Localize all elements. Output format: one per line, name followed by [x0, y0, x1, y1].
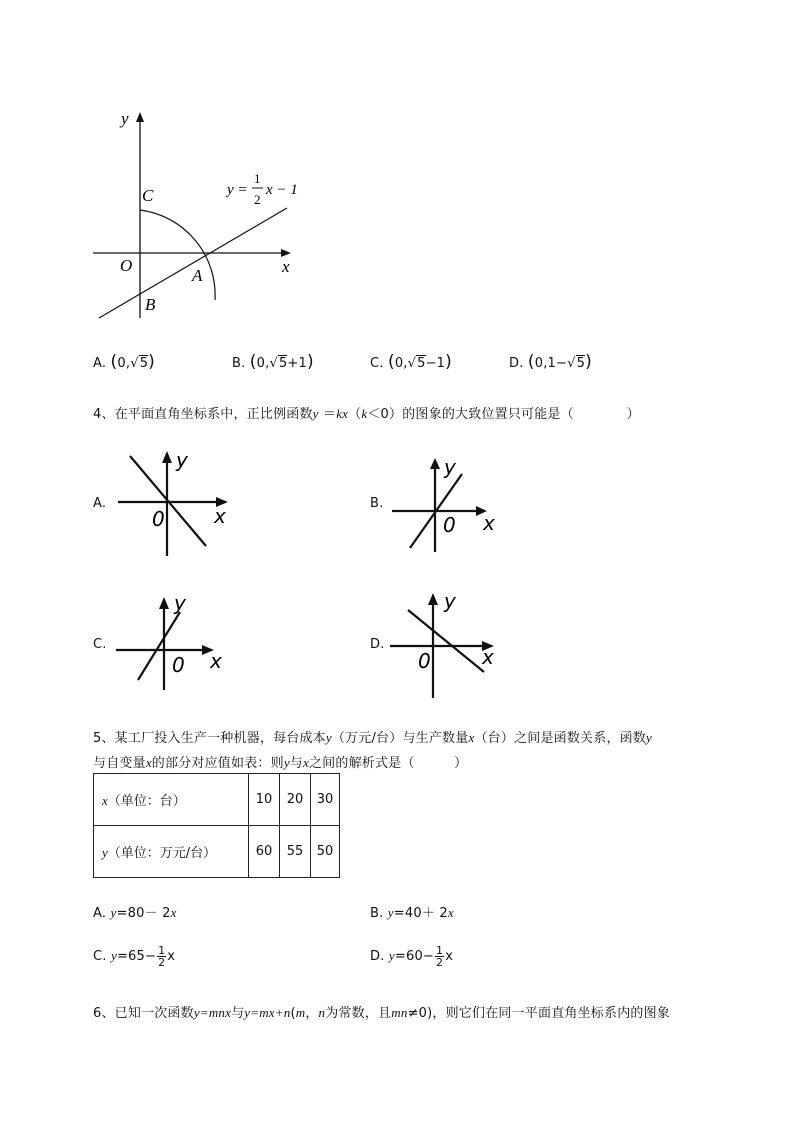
option-letter: D. [370, 949, 385, 964]
q4-option-b-graph[interactable] [386, 454, 506, 554]
q5-option-d[interactable] [370, 945, 453, 968]
q4-option-d-letter[interactable]: D. [370, 637, 385, 652]
q6-text: ≠0)，则它们在同一平面直角坐标系内的图象 [407, 1006, 670, 1021]
q4-option-c-letter[interactable]: C. [93, 637, 107, 652]
radicand: 5 [278, 356, 288, 371]
q4-eq: ＝ [323, 407, 337, 422]
axis-y: y [176, 448, 188, 472]
q6-text: 与 [231, 1006, 245, 1021]
unit-label: （单位：台） [107, 794, 186, 809]
axis-x: x [214, 504, 226, 528]
label-x: x [282, 257, 290, 276]
eq-den: 2 [254, 192, 261, 207]
option-inner: 0, [256, 356, 270, 371]
var-y: y [110, 948, 117, 963]
q5-text: （万元/台）与生产数量 [331, 731, 469, 746]
origin-label: 0 [418, 649, 431, 673]
q4-option-a-graph[interactable] [112, 446, 242, 558]
origin-label: 0 [152, 507, 165, 531]
var-x: x [447, 905, 454, 920]
option-expr: =40＋ 2 [393, 906, 448, 921]
numerator: 1 [436, 944, 444, 957]
axis-x: x [210, 649, 222, 673]
question-5-line1 [93, 727, 652, 746]
q4-option-d-graph[interactable] [386, 588, 508, 700]
q5-text: 与 [289, 756, 303, 771]
option-inner: 0,1− [534, 356, 568, 371]
table-cell: 50 [311, 826, 340, 878]
q4-cond: ＜0）的图象的大致位置只可能是（ ） [367, 407, 640, 422]
axis-y: y [174, 592, 186, 615]
q4-option-b-letter[interactable]: B. [370, 496, 384, 511]
q3-option-b[interactable]: B. (0,√5+1) [232, 352, 314, 372]
option-expr: =65− [116, 949, 157, 964]
denominator: 2 [436, 956, 444, 969]
q6-var: n [318, 1005, 326, 1020]
axis-x: x [482, 645, 494, 669]
q6-expr: y=mx+n [244, 1005, 291, 1020]
eq-num: 1 [254, 171, 261, 186]
table-cell [94, 826, 249, 878]
table-cell [94, 774, 249, 826]
eq-lhs: y = [227, 182, 248, 198]
option-letter: C. [370, 356, 384, 371]
table-cell: 20 [280, 774, 311, 826]
q3-option-c[interactable]: C. (0,√5−1) [370, 352, 453, 372]
var-x: x [167, 949, 176, 964]
label-o: O [120, 256, 133, 275]
unit-label: （单位：万元/台） [107, 846, 217, 861]
q3-option-a[interactable]: A. (0,√5) [93, 352, 156, 372]
fraction [435, 945, 444, 968]
q6-var: m [295, 1005, 306, 1020]
var-y: y [388, 948, 395, 963]
question-6 [93, 1002, 670, 1021]
q5-option-c[interactable] [93, 945, 175, 968]
option-letter: B. [370, 906, 384, 921]
option-expr: =60− [394, 949, 435, 964]
origin-label: 0 [443, 513, 456, 537]
table-cell: 30 [311, 774, 340, 826]
q6-text: ( [290, 1006, 296, 1021]
option-inner: 0, [117, 356, 131, 371]
value-table [93, 773, 340, 878]
q5-var: x [145, 755, 152, 770]
q6-var: mn [391, 1005, 408, 1020]
label-a: A [192, 266, 203, 285]
var-x: x [170, 905, 177, 920]
denominator: 2 [158, 956, 166, 969]
var-y: y [110, 905, 117, 920]
option-inner-post: −1 [425, 356, 446, 371]
table-cell: 55 [280, 826, 311, 878]
axis-x: x [483, 511, 495, 535]
option-letter: A. [93, 906, 107, 921]
q5-var: y [325, 730, 332, 745]
question-5-line2 [93, 752, 467, 771]
numerator: 1 [158, 944, 166, 957]
table-row [94, 774, 340, 826]
option-letter: D. [509, 356, 524, 371]
table-row [94, 826, 340, 878]
option-letter: B. [232, 356, 246, 371]
q4-option-c-graph[interactable] [112, 592, 232, 692]
var-y: y [102, 845, 108, 860]
q5-option-b[interactable] [370, 902, 454, 921]
radicand: 5 [576, 356, 586, 371]
var-y: y [387, 905, 394, 920]
q5-var: x [303, 755, 309, 770]
option-letter: A. [93, 356, 107, 371]
q6-text: 6、已知一次函数 [93, 1006, 194, 1021]
origin-label: 0 [172, 653, 185, 677]
circle-line-figure [85, 100, 315, 330]
option-expr: =80－ 2 [116, 906, 171, 921]
table-cell: 60 [249, 826, 280, 878]
q5-text: 的部分对应值如表：则 [151, 756, 284, 771]
option-inner: 0, [394, 356, 408, 371]
q4-text: 4、在平面直角坐标系中，正比例函数 [93, 407, 313, 422]
option-letter: C. [93, 949, 107, 964]
q6-text: 为常数，且 [325, 1006, 392, 1021]
var-x: x [102, 793, 108, 808]
axis-y: y [444, 589, 456, 613]
radicand: 5 [417, 356, 426, 371]
q5-var: x [468, 730, 475, 745]
question-4 [93, 403, 640, 422]
q4-k: k [361, 406, 368, 421]
table-cell: 10 [249, 774, 280, 826]
q4-option-a-letter[interactable]: A. [93, 496, 107, 511]
q5-text: 与自变量 [93, 756, 146, 771]
q6-expr: y=mnx [193, 1005, 232, 1020]
label-y: y [121, 109, 129, 128]
eq-rest: x − 1 [266, 182, 298, 198]
radicand: 5 [139, 356, 149, 371]
q6-text: ， [305, 1006, 319, 1021]
q4-open: （ [348, 407, 362, 422]
label-c: C [142, 186, 154, 205]
q5-text: （台）之间是函数关系，函数 [474, 731, 647, 746]
var-x: x [445, 949, 454, 964]
q5-option-a[interactable] [93, 902, 177, 921]
option-inner-post: +1 [287, 356, 307, 371]
q5-var: y [283, 755, 290, 770]
axis-y: y [444, 455, 456, 479]
q5-text: 5、某工厂投入生产一种机器，每台成本 [93, 731, 326, 746]
q3-option-d[interactable]: D. (0,1−√5) [509, 352, 592, 372]
q4-var-y: y [312, 406, 319, 421]
fraction [157, 945, 166, 968]
label-b: B [145, 295, 156, 314]
q5-var: y [646, 730, 653, 745]
q5-text: 之间的解析式是（ ） [308, 756, 468, 771]
q4-kx: kx [336, 406, 349, 421]
